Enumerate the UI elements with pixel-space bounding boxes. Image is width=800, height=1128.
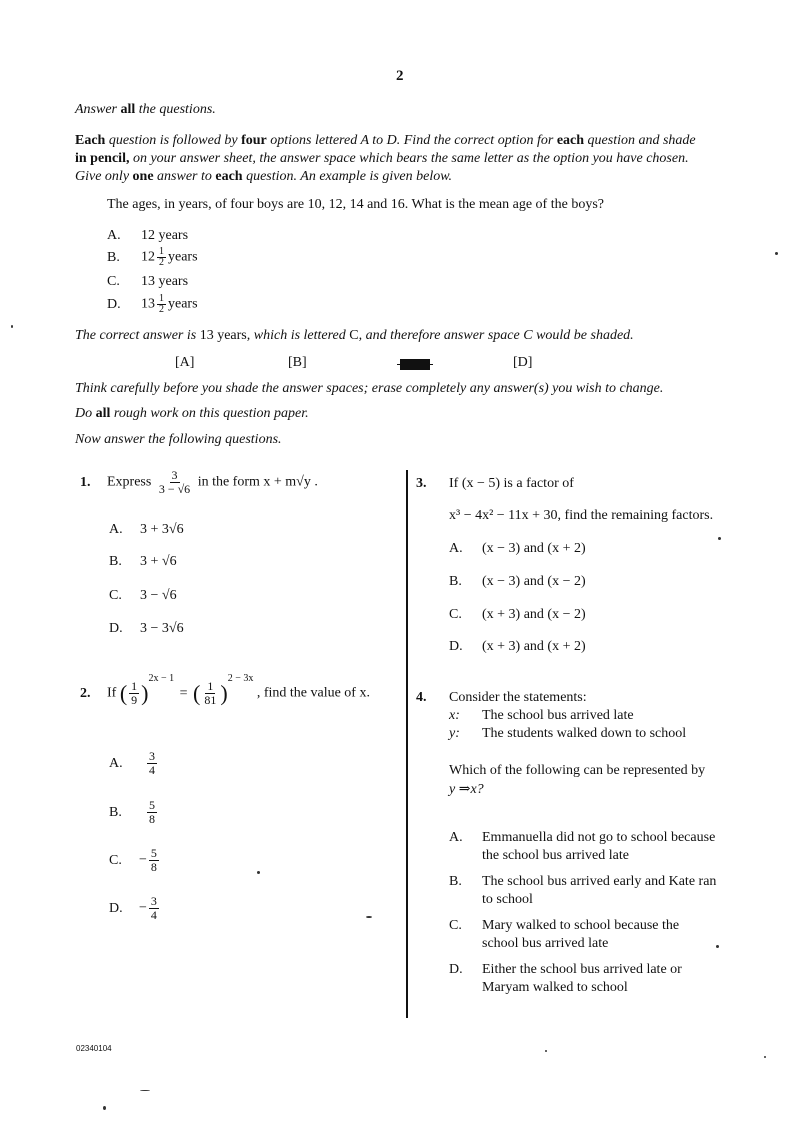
instruction-text: question and shade [584,133,696,148]
scan-speck [366,916,372,918]
q4-intro: Consider the statements: [449,690,587,705]
option-letter: B. [449,574,462,589]
instruction-text: answer to [153,169,216,184]
fraction-numerator: 3 [171,468,178,482]
q1-express: Express [107,474,152,490]
question-number: 1. [80,474,91,490]
q4-option-c-line-2: school bus arrived late [482,936,609,951]
option-letter: A. [109,522,123,537]
scan-speck [775,252,778,255]
option-fraction [157,247,166,268]
scan-speck [257,871,260,874]
q4-statement-x [449,708,634,724]
fraction-numerator: 1 [207,679,214,693]
instruction-text: options lettered A to D. Find the correct option for [266,133,557,148]
option-letter: D. [109,621,123,636]
bold-word: four [241,133,267,148]
option-sign: − [139,900,147,916]
scan-speck [764,1056,766,1058]
left-paren: ( [119,680,128,706]
q2-option-d [109,895,161,922]
q4-question-line-1: Which of the following can be represented by [449,763,706,778]
q1-form: in the form x + m√y . [197,474,318,490]
option-text: 13 years [141,274,189,289]
q2-if: If [107,685,117,701]
rough-text: Do [75,406,96,421]
q2-fraction-2 [202,680,218,707]
page-number: 2 [396,68,404,84]
instruction-text: Answer [75,102,121,117]
example-option-c [107,274,188,290]
correct-text: The correct answer is [75,328,200,343]
column-divider [406,470,408,1018]
option-fraction [157,294,166,315]
answer-space-c-shaded [400,357,430,373]
question-number: 3. [416,476,427,491]
now-answer-line: Now answer the following questions. [75,432,282,447]
fraction-numerator: 1 [159,246,164,257]
fraction-numerator: 5 [149,798,155,812]
q1-option-a [109,522,184,538]
example-option-b [107,247,198,268]
instruction-text: on your answer sheet, the answer space which bears the same letter as the option you have chosen. [129,151,689,166]
fraction-denominator: 9 [131,693,138,707]
option-text: 3 − √6 [140,588,177,603]
q4-option-a [449,830,715,846]
q3-option-d [449,639,586,655]
option-letter: B. [109,804,122,820]
q1-option-b [109,554,177,570]
option-text: years [168,249,198,265]
fraction-denominator: 4 [150,908,157,922]
instruction-text: question is followed by [105,133,242,148]
statement-text: The students walked down to school [482,726,687,741]
option-fraction [149,895,159,922]
fraction-numerator: 3 [149,749,155,763]
right-paren: ) [141,680,149,706]
option-letter: D. [109,900,123,916]
fraction-denominator: 8 [150,860,157,874]
left-paren: ( [193,680,201,706]
q4-option-d [449,962,682,978]
q4-option-b-line-2: to school [482,892,533,907]
option-letter: B. [449,874,462,889]
q2-exponent-1: 2x − 1 [148,673,175,685]
q2-exponent-2: 2 − 3x [227,673,254,685]
option-text: 3 + √6 [140,554,177,569]
correct-text: , and therefore answer space C would be shaded. [358,328,634,343]
scan-speck [545,1050,547,1052]
instruction-text: Give only [75,169,133,184]
q2-tail: , find the value of x. [256,685,370,701]
fraction-numerator: 1 [131,679,138,693]
fraction-denominator: 3 − √6 [158,482,191,496]
instruction-para-line-2 [75,151,689,167]
q4-question-line-2: y ⇒x? [449,782,484,797]
fraction-denominator: 81 [204,693,217,707]
example-option-a [107,228,188,244]
example-question: The ages, in years, of four boys are 10, 12, 14 and 16. What is the mean age of the boys? [107,197,604,212]
option-text: Emmanuella did not go to school because [482,830,716,845]
option-letter: A. [107,228,121,243]
option-text: (x + 3) and (x + 2) [482,639,586,654]
option-text: Mary walked to school because the [482,918,680,933]
option-text: 3 + 3√6 [140,522,184,537]
option-letter: D. [449,962,463,977]
q1-option-d [109,621,184,637]
bold-word: one [132,169,154,184]
q4-statement-y [449,726,686,742]
footer-code: 02340104 [76,1044,112,1053]
bold-word: in pencil, [75,151,130,166]
option-text: years [168,296,198,312]
option-text: (x − 3) and (x − 2) [482,574,586,589]
option-text: Either the school bus arrived late or [482,962,682,977]
bold-word: each [215,169,243,184]
rough-work-line [75,406,309,422]
answer-space-a: [A] [175,355,195,370]
scan-speck [103,1106,106,1110]
option-letter: B. [107,249,120,265]
option-whole: 12 [141,249,155,265]
q2-option-b [109,799,159,826]
option-letter: C. [107,274,120,289]
correct-answer-line [75,328,634,344]
correct-text: 13 years [199,328,247,343]
scan-speck [140,1090,150,1091]
option-fraction [147,799,157,826]
q4-stem [416,690,587,706]
bold-word: Each [75,133,106,148]
option-sign: − [139,852,147,868]
q2-option-c [109,847,161,874]
scan-speck [718,537,721,540]
shaded-mark [400,359,430,370]
option-letter: A. [449,830,463,845]
instruction-para-line-3 [75,169,452,185]
option-fraction [147,750,157,777]
instruction-bold: all [120,102,136,117]
q3-option-a [449,541,586,557]
q3-line-1: If (x − 5) is a factor of [449,476,574,491]
fraction-numerator: 3 [150,894,157,908]
statement-text: The school bus arrived late [482,708,634,723]
option-text: 3 − 3√6 [140,621,184,636]
fraction-numerator: 1 [159,293,164,304]
option-fraction [149,847,159,874]
example-option-d [107,294,198,315]
instruction-text: the questions. [135,102,216,117]
fraction-numerator: 5 [150,846,157,860]
statement-label: x: [449,708,460,723]
q2-option-a [109,750,159,777]
q3-option-c [449,607,586,623]
q1-fraction [157,469,192,496]
question-number: 2. [80,685,91,701]
fraction-denominator: 8 [149,812,155,826]
q1-stem [80,469,318,496]
answer-space-b: [B] [288,355,307,370]
option-text: (x − 3) and (x + 2) [482,541,586,556]
option-text: (x + 3) and (x − 2) [482,607,586,622]
bold-word: each [556,133,585,148]
option-letter: B. [109,554,122,569]
option-letter: D. [449,639,463,654]
option-letter: C. [109,588,122,603]
option-letter: C. [109,852,122,868]
q4-option-d-line-2: Maryam walked to school [482,980,628,995]
question-number: 4. [416,690,427,705]
bold-word: all [95,406,111,421]
answer-space-d: [D] [513,355,533,370]
option-letter: C. [449,918,462,933]
option-text: The school bus arrived early and Kate ran [482,874,717,889]
q1-option-c [109,588,177,604]
q4-option-b [449,874,716,890]
q3-option-b [449,574,586,590]
q4-option-a-line-2: the school bus arrived late [482,848,629,863]
q3-stem [416,476,574,492]
fraction-denominator: 4 [149,763,155,777]
q3-polynomial: x³ − 4x² − 11x + 30, find the remaining factors. [449,508,714,523]
instruction-para-line-1 [75,133,696,149]
option-whole: 13 [141,296,155,312]
fraction-denominator: 2 [159,304,164,315]
right-paren: ) [220,680,228,706]
instruction-text: question. An example is given below. [242,169,453,184]
option-letter: A. [449,541,463,556]
option-letter: A. [109,755,123,771]
option-letter: C. [449,607,462,622]
q2-fraction-1 [129,680,139,707]
instruction-line-1 [75,102,216,118]
equals-sign: = [179,685,188,701]
statement-label: y: [449,726,460,741]
q2-stem [80,673,370,707]
fraction-denominator: 2 [159,257,164,268]
think-carefully-line: Think carefully before you shade the answer spaces; erase completely any answer(s) you wish to change. [75,381,664,396]
q4-option-c [449,918,679,934]
scan-speck [11,325,13,328]
option-text: 12 years [141,228,189,243]
option-letter: D. [107,296,121,312]
correct-text: , which is lettered [246,328,350,343]
correct-text: C [349,328,359,343]
rough-text: rough work on this question paper. [110,406,309,421]
scan-speck [716,945,719,948]
